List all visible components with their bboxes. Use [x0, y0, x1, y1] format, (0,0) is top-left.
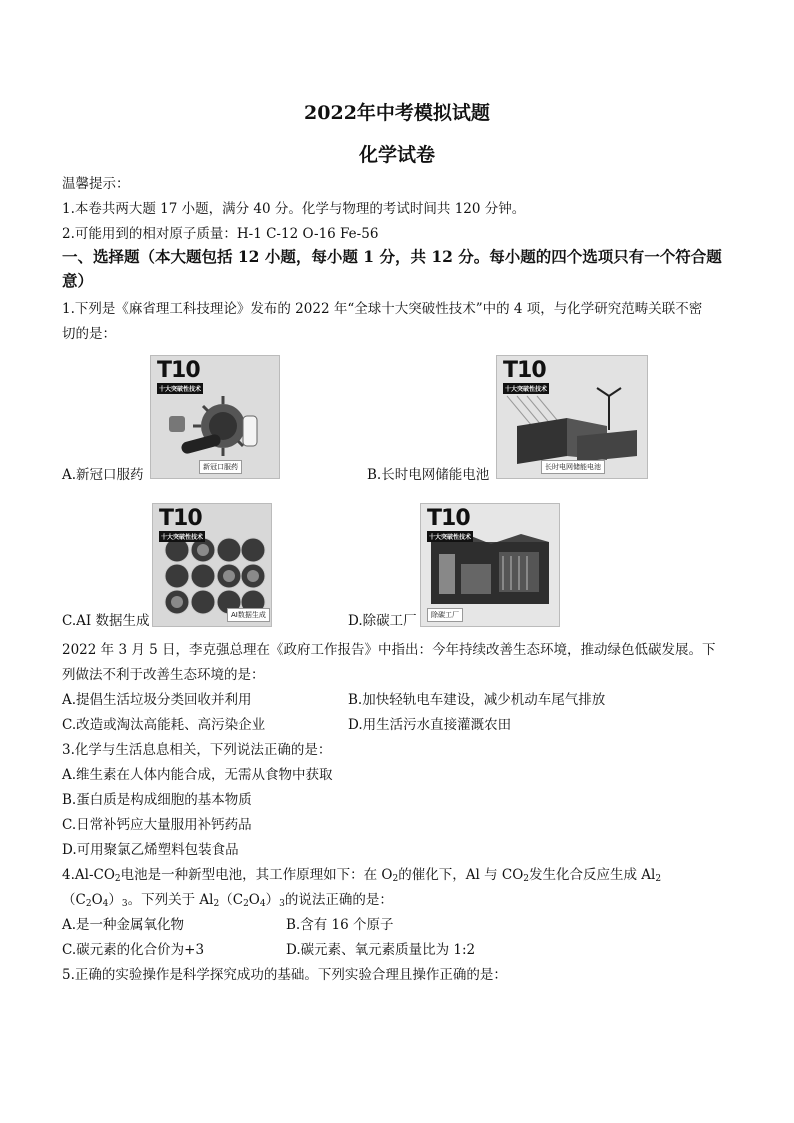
section-1-heading-line-1: 一、选择题（本大题包括 12 小题，每小题 1 分，共 12 分。每小题的四个选项只有一个符合题 [62, 247, 722, 266]
q1-option-b: B.长时电网储能电池 [367, 467, 490, 483]
q3-option-a: A.维生素在人体内能合成，无需从食物中获取 [62, 767, 333, 783]
tips-item-1: 1.本卷共两大题 17 小题，满分 40 分。化学与物理的考试时间共 120 分钟。 [62, 201, 526, 217]
image-caption: 新冠口服药 [199, 460, 242, 474]
q2-stem-line-2: 列做法不利于改善生态环境的是： [62, 667, 265, 683]
q1-image-b [496, 355, 648, 479]
q2-option-d: D.用生活污水直接灌溉农田 [348, 717, 512, 733]
q3-option-d: D.可用聚氯乙烯塑料包装食品 [62, 842, 239, 858]
q4-stem-line-1: $4.Al-CO_2$电池是一种新型电池，其工作原理如下：在 $O_2$的催化下，Al 与 $CO_2$发生化合反应生成 $Al_2$ [62, 867, 662, 884]
image-caption: AI数据生成 [227, 608, 270, 622]
q1-image-d [420, 503, 560, 627]
t10-logo: T10 十大突破性技术 [503, 358, 548, 393]
q4-option-c: C.碳元素的化合价为+3 [62, 942, 205, 958]
q5-stem: 5.正确的实验操作是科学探究成功的基础。下列实验合理且操作正确的是： [62, 967, 507, 983]
q1-stem-line-1: 1.下列是《麻省理工科技理论》发布的 2022 年“全球十大突破性技术”中的 4 项，与化学研究范畴关联不密 [62, 301, 703, 317]
image-caption: 长时电网储能电池 [541, 460, 605, 474]
q4-option-a: A.是一种金属氧化物 [62, 917, 185, 933]
t10-logo: T10 十大突破性技术 [159, 506, 204, 541]
q4-option-b: B.含有 16 个原子 [286, 917, 394, 933]
q2-option-a: A.提倡生活垃圾分类回收并利用 [62, 692, 252, 708]
q1-stem-line-2: 切的是： [62, 326, 116, 342]
t10-logo: T10 十大突破性技术 [427, 506, 472, 541]
q1-option-d: D.除碳工厂 [348, 613, 417, 629]
exam-subtitle: 化学试卷 [358, 144, 435, 166]
q4-stem-line-2: $(C_2O_4)_3$。下列关于 $Al_2(C_2O_4)_3$的说法正确的是： [62, 892, 393, 909]
q1-image-a [150, 355, 280, 479]
image-caption: 除碳工厂 [427, 608, 463, 622]
tips-heading: 温馨提示： [62, 176, 130, 192]
q2-option-b: B.加快轻轨电车建设，减少机动车尾气排放 [348, 692, 606, 708]
t10-logo: T10 十大突破性技术 [157, 358, 202, 393]
q2-option-c: C.改造或淘汰高能耗、高污染企业 [62, 717, 266, 733]
q1-image-c [152, 503, 272, 627]
q3-option-b: B.蛋白质是构成细胞的基本物质 [62, 792, 252, 808]
q3-stem: 3.化学与生活息息相关，下列说法正确的是： [62, 742, 332, 758]
q2-stem-line-1: 2022 年 3 月 5 日，李克强总理在《政府工作报告》中指出：今年持续改善生态环境，推动绿色低碳发展。下 [62, 642, 716, 658]
q4-option-d: D.碳元素、氧元素质量比为 1:2 [286, 942, 476, 958]
q1-option-a: A.新冠口服药 [62, 467, 144, 483]
q3-option-c: C.日常补钙应大量服用补钙药品 [62, 817, 252, 833]
section-1-heading-line-2: 意） [62, 271, 94, 290]
q1-option-c: C.AI 数据生成 [62, 613, 150, 629]
tips-item-2: 2.可能用到的相对原子质量：H-1 C-12 O-16 Fe-56 [62, 226, 379, 242]
exam-title: 2022年中考模拟试题 [304, 102, 490, 124]
